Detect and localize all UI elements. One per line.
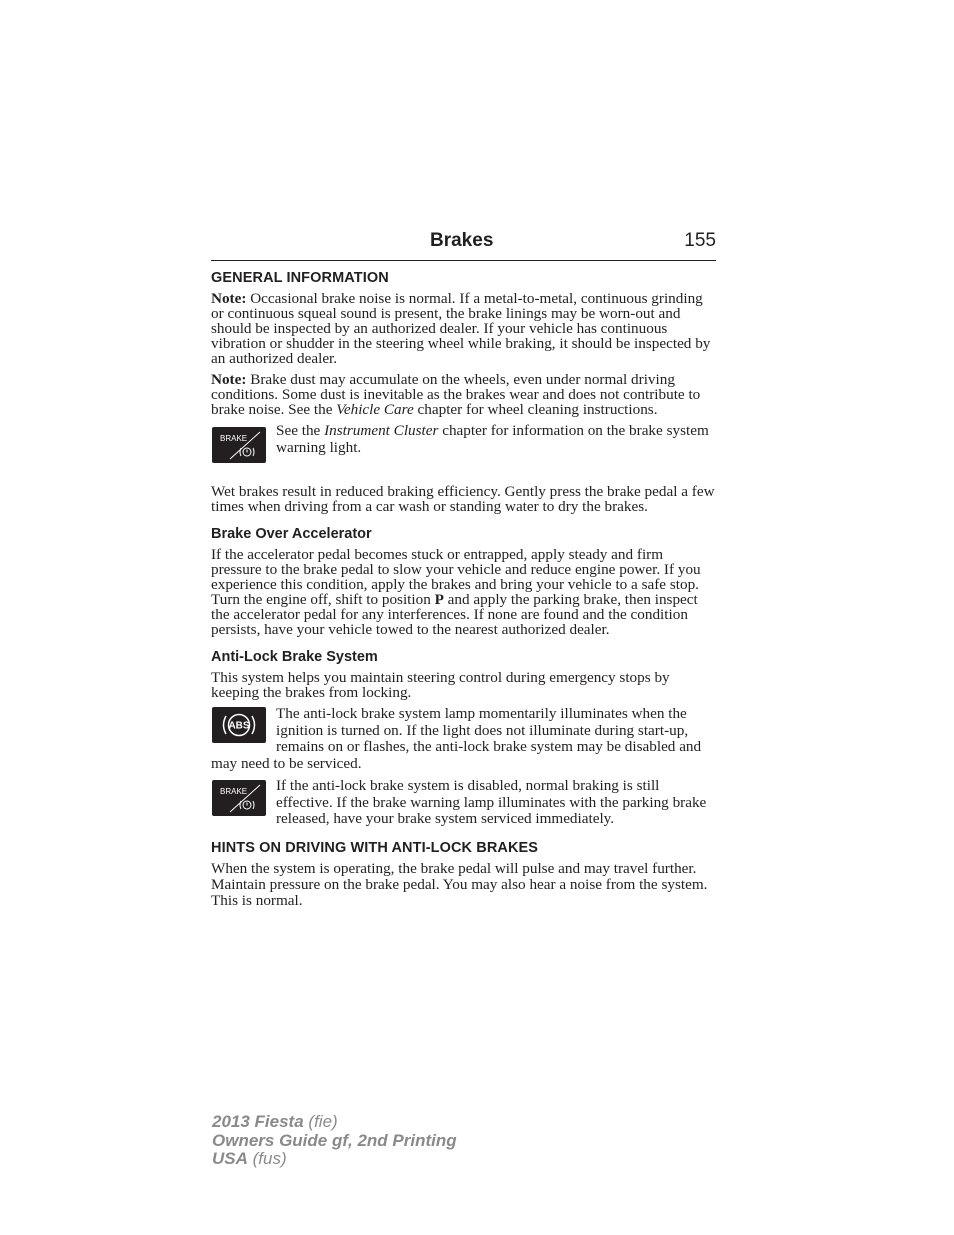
instrument-cluster-reference: Instrument Cluster: [324, 423, 439, 439]
hints-paragraph: When the system is operating, the brake pedal will pulse and may travel further. Maintain pressure on the brake pedal. You may also hear a noise from the system. This is normal.: [211, 859, 708, 909]
wet-brakes-paragraph: Wet brakes result in reduced braking efficiency. Gently press the brake pedal a few times when driving from a car wash or standing water to dry the brakes.: [211, 483, 715, 515]
brake-warning-icon: [212, 780, 266, 816]
brake-over-accelerator-paragraph: If the accelerator pedal becomes stuck or entrapped, apply steady and firm pressure to the brake pedal to slow your vehicle and reduce engine power. If you experience this condition, apply the brakes and bring your vehicle to a safe stop. Turn the engine off, shift to position P and apply the parking brake, then inspect the accelerator pedal for any interferences. If none are found and the condition persists, have your vehicle towed to the nearest authorized dealer.: [211, 546, 701, 638]
abs-disabled-paragraph: [211, 778, 716, 828]
page-title: Brakes: [430, 230, 494, 251]
anti-lock-brake-heading: Anti-Lock Brake System: [211, 649, 378, 665]
footer-line-model: 2013 Fiesta (fie): [212, 1112, 338, 1131]
anti-lock-intro: This system helps you maintain steering control during emergency stops by keeping the brakes from locking.: [211, 669, 670, 701]
brake-icon-label: BRAKE: [220, 787, 248, 796]
brake-warning-icon: [212, 427, 266, 463]
page-header: [211, 230, 716, 261]
brake-warning-text: See the Instrument Cluster chapter for information on the brake system warning light.: [276, 423, 709, 456]
footer-line-market: USA (fus): [212, 1149, 287, 1168]
abs-warning-icon: [212, 707, 266, 743]
note-text: Occasional brake noise is normal. If a metal-to-metal, continuous grinding or continuous squeal sound is present, the brake linings may be worn-out and should be inspected by an authorized dealer. If your vehicle has continuous vibration or shudder in the steering wheel while braking, it should be inspected by an authorized dealer.: [211, 290, 711, 367]
general-information-heading: GENERAL INFORMATION: [211, 270, 389, 286]
hints-heading: HINTS ON DRIVING WITH ANTI-LOCK BRAKES: [211, 839, 539, 856]
park-position: P: [434, 591, 444, 608]
page-number: 155: [684, 230, 716, 251]
note-label: Note:: [211, 290, 247, 307]
abs-lamp-paragraph: [211, 706, 716, 772]
note-text: chapter for wheel cleaning instructions.: [413, 401, 658, 418]
brake-warning-paragraph: [211, 423, 716, 465]
abs-lamp-text: The anti-lock brake system lamp momentarily illuminates when the ignition is turned on. If the light does not illuminate during start-up, remains on or flashes, the anti-lock brake system may be disabled and may need to be serviced.: [211, 706, 702, 772]
brake-over-accelerator-heading: Brake Over Accelerator: [211, 526, 372, 542]
footer-line-guide: Owners Guide gf, 2nd Printing: [212, 1130, 457, 1150]
vehicle-care-reference: Vehicle Care: [336, 401, 414, 418]
page-footer: [212, 1113, 457, 1169]
page-column: [211, 230, 716, 915]
note-text: Brake dust may accumulate on the wheels, even under normal driving conditions. Some dust is inevitable as the brakes wear and does not contribute to brake noise. See the: [211, 371, 701, 418]
brake-icon-label: BRAKE: [220, 434, 248, 443]
abs-disabled-text: If the anti-lock brake system is disabled, normal braking is still effective. If the brake warning lamp illuminates with the parking brake released, have your brake system serviced immediately.: [276, 778, 707, 827]
note-label: Note:: [211, 371, 247, 388]
note-brake-dust: [211, 372, 716, 417]
abs-icon-label: ABS: [228, 720, 250, 732]
note-brake-noise: [211, 291, 716, 366]
